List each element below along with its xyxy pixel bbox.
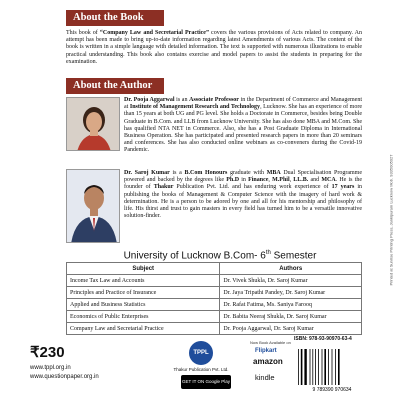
subject-cell: Applied and Business Statistics xyxy=(67,299,220,311)
column-header-subject: Subject xyxy=(67,263,220,275)
text-segment: covers the various provisions of Acts related to company. An attempt has been made to bring up-to-date information regarding latest Amendments of various Acts. The content of the book is written in a simple language with detailed information. The text is supported with numerous illustrations to enable practical understanding. This book also contains exercise and model papers to assist the students in preparing for the examination. xyxy=(66,30,363,65)
author2-photo xyxy=(66,169,120,243)
subject-cell: Principles and Practice of Insurance xyxy=(67,287,220,299)
barcode-bar xyxy=(332,349,333,385)
text-segment: . He is the founder of xyxy=(124,177,363,191)
website-link-2[interactable]: www.questionpaper.org.in xyxy=(30,374,99,380)
barcode-bar xyxy=(310,349,311,385)
barcode-bar xyxy=(322,349,323,385)
barcode-bar xyxy=(298,349,299,385)
bold-text: Institute of Management Research and Technology xyxy=(129,104,261,111)
subject-cell: Company Law and Secretarial Practice xyxy=(67,323,220,335)
barcode-bar xyxy=(301,349,303,385)
barcode xyxy=(294,345,370,393)
website-link[interactable]: www.tppl.org.in xyxy=(30,365,71,371)
text-segment: is an xyxy=(174,97,190,103)
availability-label: Now Book Available on xyxy=(250,340,291,345)
bold-text: Thakur xyxy=(153,184,174,191)
authors-cell: Dr. Babita Neeraj Shukla, Dr. Saroj Kumar xyxy=(220,311,362,323)
amazon-logo: amazon xyxy=(253,357,283,366)
google-play-badge[interactable]: GET IT ON Google Play xyxy=(181,375,231,389)
bold-text: “Company Law and Secretarial Practice” xyxy=(99,30,209,36)
authors-cell: Dr. Jaya Tripathi Pandey, Dr. Saroj Kumar xyxy=(220,287,362,299)
syllabus-title: University of Lucknow B.Com- 6th Semester xyxy=(123,250,317,262)
bold-text: Dr. Pooja Aggarwal xyxy=(124,97,175,103)
author1-bio xyxy=(124,97,362,155)
about-book-text xyxy=(66,30,362,66)
barcode-bar xyxy=(304,349,306,385)
bold-text: Finance xyxy=(248,177,269,184)
price: ₹230 xyxy=(30,344,65,361)
barcode-bar xyxy=(318,349,319,385)
text-segment: Publication Pvt. Ltd. and has enduring work experience of xyxy=(173,184,332,191)
text-segment: in publishing the books of Management & Computer Science with the imagery of hard work & determination. He is a person to be adored by one and all for his mentorship and philosophy of life. His thirst and trust to gain masters in every field has turned him to be a versatile innovative solution-finder. xyxy=(124,184,362,220)
text-segment: This book of xyxy=(66,30,100,36)
text-segment: and xyxy=(308,177,322,184)
publisher-logo: TPPL xyxy=(189,341,213,365)
table-row xyxy=(67,311,362,323)
barcode-bar xyxy=(338,349,340,385)
bold-text: B.Com Honours xyxy=(184,170,228,176)
isbn-label: ISBN: 978-93-90970-63-4 xyxy=(294,336,352,342)
table-row xyxy=(67,323,362,335)
subject-cell: Economics of Public Enterprises xyxy=(67,311,220,323)
text-segment: , Lucknow. She has an experience of more than 15 years at both UG and PG level. She holds a Doctorate in Commerce, besides being Double Graduate in B.Com. and LLB from Lucknow University. She has also done MBA and M.Com. She has qualified NTA NET in Commerce. Also, she has a Post Graduate Diploma in International Business Operation. She has participated and presented research papers in more than 20 seminars and conferences. She has also conducted online webinars as co-conveners during the Covid-19 Pandemic. xyxy=(124,104,362,154)
bold-text: MCA xyxy=(321,177,336,184)
column-header-authors: Authors xyxy=(220,263,362,275)
text-segment: , xyxy=(268,177,273,184)
authors-cell: Dr. Vivek Shukla, Dr. Saroj Kumar xyxy=(220,275,362,287)
text-segment: graduate with xyxy=(227,170,267,176)
table-row xyxy=(67,287,362,299)
text-segment: is a xyxy=(169,170,185,176)
barcode-bar xyxy=(335,349,336,385)
barcode-bar xyxy=(328,349,329,385)
barcode-bar xyxy=(324,349,326,385)
text-segment: in the Department of Commerce and Management at xyxy=(124,97,362,111)
bold-text: LL.B. xyxy=(293,177,309,184)
bold-text: M.Phil xyxy=(272,177,290,184)
about-book-heading: About the Book xyxy=(66,10,164,26)
table-row xyxy=(67,275,362,287)
bold-text: 17 years xyxy=(331,184,355,191)
authors-cell: Dr. Pooja Aggarwal, Dr. Saroj Kumar xyxy=(220,323,362,335)
authors-cell: Dr. Rafat Fatima, Ms. Saniya Farooq xyxy=(220,299,362,311)
about-author-heading: About the Author xyxy=(66,78,164,94)
text-segment: , xyxy=(289,177,294,184)
bold-text: MBA xyxy=(266,170,281,176)
barcode-bar xyxy=(315,349,316,385)
flipkart-logo: Flipkart xyxy=(255,348,277,354)
table-header-row xyxy=(67,263,362,275)
subject-cell: Income Tax Law and Accounts xyxy=(67,275,220,287)
kindle-logo: kindle xyxy=(255,373,275,382)
author1-photo xyxy=(66,97,120,151)
barcode-bar xyxy=(312,349,313,385)
text-segment: in xyxy=(239,177,249,184)
bold-text: Associate Professor xyxy=(189,97,239,103)
publisher-name: Thakur Publication Pvt. Ltd. xyxy=(173,367,229,372)
text-segment: Dual Specialisation Programme powered and backed by the degrees like xyxy=(124,170,363,184)
author2-bio xyxy=(124,170,362,220)
bold-text: Ph.D xyxy=(226,177,240,184)
table-row xyxy=(67,299,362,311)
printer-info: Printed at Sunrise Printing Press, Jankipuram Lucknow Mob. 9335005027 xyxy=(388,154,394,286)
bold-text: Dr. Saroj Kumar xyxy=(124,170,170,176)
barcode-number: 9 789390 970634 xyxy=(312,387,352,393)
